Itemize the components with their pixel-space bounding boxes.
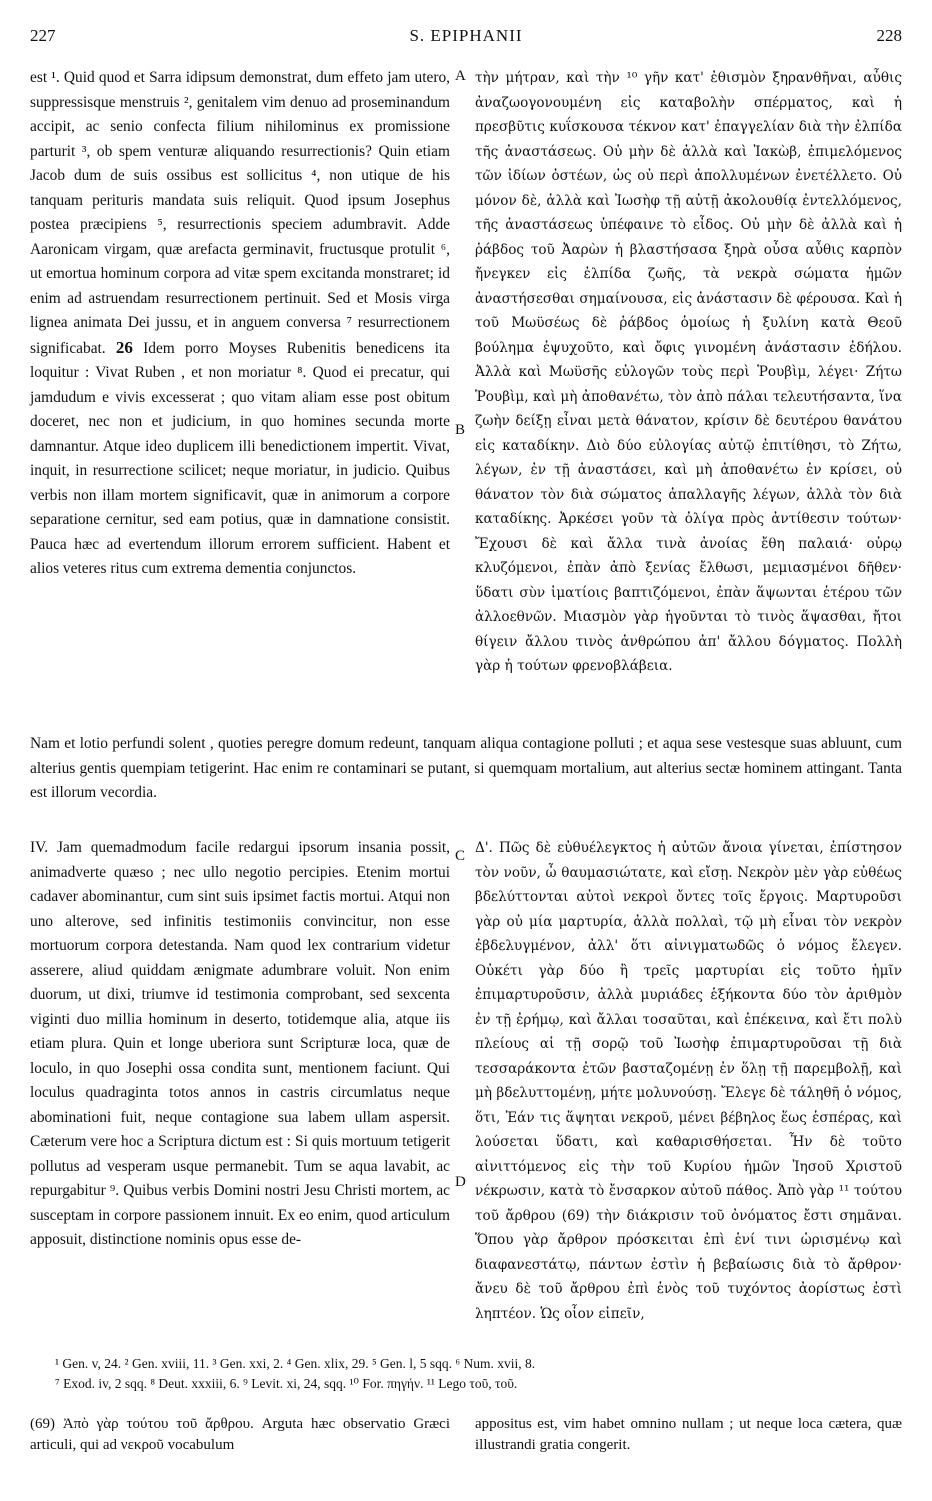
greek-column-bottom [475, 836, 902, 1360]
section-mark-d: D [455, 1174, 466, 1190]
latin-full-width-paragraph: Nam et lotio perfundi solent , quoties peregre domum redeunt, tanquam aliqua contagione polluti ; et aqua sese vestesque suas abluunt, cum alterius gentis quempiam tetigerint. Hac enim re contaminari se putant, si quemquam mortalium, aut alterius sectæ hominem attingant. Tanta est illorum vecordia. [30, 735, 902, 801]
latin-text-part1: est ¹. Quid quod et Sarra idipsum demonstrat, dum effeto jam utero, suppressisque menstruis ², genitalem vim denuo ad proseminandum accipit, ac senio confecta filium nihilominus ex promissione parturit ³, ob spem venturæ aliquando resurrectionis? Quin etiam Jacob dum de suis ossibus est sollicitus ⁴, non utique de his tanquam perituris mandata suis reliquit. Quod ipsum Josephus postea præcipiens ⁵, resurrectionis speciem adumbravit. Adde Aaronicam virgam, quæ arefacta germinavit, fructusque protulit ⁶, ut emortua hominum corpora ad vitæ spem excitanda monstraret; id enim ad astruendam resurrectionem pertinuit. Sed et Mosis virga lignea animata Dei jussu, et in anguem conversa ⁷ resurrectionem significabat. [30, 69, 450, 357]
latin-text-part2: Idem porro Moyses Rubenitis benedicens ita loquitur : Vivat Ruben , et non moriatur ⁸. Quod ei precatur, qui jamdudum e vivis excesserat ; quo vitam aliam esse post obitum doceret, nec non et judicium, in quo homines secunda morte damnantur. Atque ideo duplicem illi benedictionem impertit. Vivat, inquit, in resurrectione scilicet; neque moriatur, in judicio. Quibus verbis non illam mortem significavit, quæ in animorum a corpore separatione cernitur, sed eam potius, quæ in damnatione consistit. Pauca hæc ad evertendum illorum errorem sufficient. Habent et alios veteres ritus cum extrema dementia conjunctos. [30, 339, 450, 577]
note-69-right [475, 1414, 902, 1456]
latin-paragraph-top [30, 66, 450, 582]
footnotes [30, 1354, 902, 1394]
greek-column-top [475, 66, 902, 726]
right-page-number: 228 [876, 26, 902, 45]
section-mark-a: A [455, 68, 466, 84]
greek-paragraph-top: τὴν μήτραν, καὶ τὴν ¹⁰ γῆν κατ' ἐθισμὸν ξηρανθῆναι, αὖθις ἀναζωογονουμένη εἰς καταβολὴν σπέρματος, καὶ ἡ πρεσβῦτις κυΐσκουσα τέκνον κατ' ἐπαγγελίαν διὰ τὴν ἐλπίδα τῆς ἀναστάσεως. Οὐ μὴν δὲ ἀλλὰ καὶ Ἰακὼβ, ἐπιμελόμενος τῶν ἰδίων ὀστέων, ὡς οὐ περὶ ἀπολλυμένων ἐνετέλλετο. Οὐ μόνον δὲ, ἀλλὰ καὶ Ἰωσὴφ τῇ αὐτῇ ἀκολουθίᾳ ἐντελλόμενος, τῆς ἀναστάσεως ὑπέφαινε τὸ εἶδος. Οὐ μὴν δὲ ἀλλὰ καὶ ἡ ῥάβδος τοῦ Ἀαρὼν ἡ βλαστήσασα ξηρὰ οὖσα αὖθις καρπὸν ἤνεγκεν εἰς ἐλπίδα ζωῆς, τὰ νεκρὰ σώματα ἡμῶν ἀναστήσεσθαι σημαίνουσα, εἰς ἀνάστασιν δὲ φέρουσα. Καὶ ἡ τοῦ Μωϋσέως δὲ ῥάβδος ὁμοίως ἡ ξυλίνη κατὰ Θεοῦ βούλημα ἐψυχοῦτο, καὶ ὄφις γινομένη ἀνάστασιν ἐδήλου. Ἀλλὰ καὶ Μωϋσῆς εὐλογῶν τοὺς περὶ Ῥουβὶμ, λέγει· Ζήτω Ῥουβὶμ, καὶ μὴ ἀποθανέτω, τὸν ἀπὸ πάλαι τελευτήσαντα, ἵνα ζωὴν δείξῃ εἶναι μετὰ θάνατον, κρίσιν δὲ δευτέρου θανάτου εἰς καταδίκην. Διὸ δύο εὐλογίας αὐτῷ ἐπιτίθησι, τὸ Ζήτω, λέγων, ἐν τῇ ἀναστάσει, καὶ μὴ ἀποθανέτω ἐν κρίσει, οὐ θάνατον τὸν διὰ σώματος ἀπαλλαγῆς λέγων, ἀλλὰ τὸν διὰ καταδίκης. Ἀρκέσει γοῦν τὰ ὀλίγα πρὸς ἀντίθεσιν τούτων· Ἔχουσι δὲ καὶ ἄλλα τινὰ ἀνοίας ἔθη παλαιά· οὐρῳ κλυζόμενοι, ἐπὰν ἀπὸ ξενίας ἔλθωσι, μεμιασμένοι δῆθεν· ὕδατι σὺν ἱματίοις βαπτιζόμενοι, ἐπὰν ἅψωνται ἑτέρου τῶν ἀλλοεθνῶν. Μιασμὸν γὰρ ἡγοῦνται τὸ τινὸς ἅψασθαι, ἤτοι θίγειν ἄλλου τινὸς ἀνθρώπου ἀπ' ἄλλου δόγματος. Πολλὴ γὰρ ἡ τούτων φρενοβλάβεια. [475, 70, 902, 674]
footnote-line-1: ¹ Gen. v, 24. ² Gen. xviii, 11. ³ Gen. xxi, 2. ⁴ Gen. xlix, 29. ⁵ Gen. l, 5 sqq. ⁶ Num. xvii, 8. [55, 1356, 536, 1371]
latin-paragraph-bottom: IV. Jam quemadmodum facile redargui ipsorum insania possit, animadverte quæso ; nec ullo negotio percipies. Etenim mortui cadaver abominantur, cum sint suis ipsimet factis mortui. Atqui non uno alterove, sed infinitis testimoniis convincitur, non esse mortuorum corpora detestanda. Nam quod lex contrarium videtur asserere, aliud quiddam ænigmate adumbrare voluit. Non enim duorum, ut dixi, triumve id testimonia comprobant, sed sexcenta viginti duo millia hominum in deserto, totidemque alia, atque iis etiam plura. Quin et longe uberiora sunt Scripturæ loca, quæ de loculo, in quo Josephi ossa condita sunt, mentionem faciunt. Qui loculus quadraginta totos annos in castris circumlatus neque abominationi fuit, neque contagione sua labem ullam aspersit. Cæterum vere hoc a Scriptura dictum est : Si quis mortuum tetigerit pollutus ad vesperam usque permanebit. Tum se aqua lavabit, ac repurgabitur ⁹. Quibus verbis Domini nostri Jesu Christi mortem, ac susceptam in corpore passionem innuit. Ex eo enim, quod articulum apposuit, distinctione nominis opus esse de- [30, 839, 450, 1248]
running-title: S. EPIPHANII [409, 26, 523, 45]
section-mark-c: C [455, 848, 466, 864]
section-mark-b: B [455, 422, 466, 438]
page [30, 20, 902, 1490]
note-69-right-text: appositus est, vim habet omnino nullam ; ut neque loca cætera, quæ illustrandi gratia congerit. [475, 1416, 902, 1453]
latin-column-bottom [30, 836, 450, 1360]
footnote-line-2: ⁷ Exod. iv, 2 sqq. ⁸ Deut. xxxiii, 6. ⁹ Levit. xi, 24, sqq. ¹⁰ For. πηγήν. ¹¹ Lego τοῦ, τοῦ. [55, 1376, 518, 1391]
section-number-26: 26 [115, 337, 133, 357]
left-page-number: 227 [30, 26, 56, 45]
note-69-left [30, 1414, 450, 1456]
latin-column-top [30, 66, 450, 726]
note-69-left-text: (69) Ἀπὸ γὰρ τούτου τοῦ ἄρθρου. Arguta hæc observatio Græci articuli, qui ad νεκροῦ vocabulum [30, 1416, 450, 1453]
greek-paragraph-bottom: Δ'. Πῶς δὲ εὐθυέλεγκτος ἡ αὐτῶν ἄνοια γίνεται, ἐπίστησον τὸν νοῦν, ὦ θαυμασιώτατε, καὶ εἴσῃ. Νεκρὸν μὲν γὰρ εὐθέως βδελύττονται αὐτοὶ νεκροὶ ὄντες τοῖς ἔργοις. Μαρτυροῦσι γὰρ οὐ μία μαρτυρία, ἀλλὰ πολλαὶ, τῷ μὴ εἶναι τὸν νεκρὸν ἐβδελυγμένον, ἀλλ' ὅτι αἰνιγματωδῶς ὁ νόμος ἔλεγεν. Οὐκέτι γὰρ δύο ἢ τρεῖς μαρτυρίαι εἰς τοῦτο ἡμῖν ἐπιμαρτυροῦσιν, ἀλλὰ μυριάδες ἑξήκοντα δύο τὸν ἀριθμὸν ἐν τῇ ἐρήμῳ, καὶ ἄλλαι τοσαῦται, καὶ ἐπέκεινα, καὶ ἔτι πολὺ πλείους αἱ τῇ σορῷ τοῦ Ἰωσὴφ ἐπιμαρτυροῦσαι τῇ διὰ τεσσαράκοντα ἐτῶν βασταζομένῃ ἐν ὅλῃ τῇ παρεμβολῇ, καὶ μὴ βδελυττομένῃ, μήτε μολυνούσῃ. Ἔλεγε δὲ τάληθῆ ὁ νόμος, ὅτι, Ἐάν τις ἅψηται νεκροῦ, μένει βέβηλος ἕως ἑσπέρας, καὶ λούσεται ὕδατι, καὶ καθαρισθήσεται. Ἦν δὲ τοῦτο αἰνιττόμενος εἰς τὴν τοῦ Κυρίου ἡμῶν Ἰησοῦ Χριστοῦ νέκρωσιν, κατὰ τὸ ἔνσαρκον αὐτοῦ πάθος. Ἀπὸ γὰρ ¹¹ τούτου τοῦ ἄρθρου (69) τὴν διάκρισιν τοῦ ὀνόματος ἔστι σημᾶναι. Ὅπου γὰρ ἄρθρον πρόσκειται ἐπὶ ἑνί τινι ὡρισμένῳ καὶ διαφανεστάτῳ, πάντων ἐστὶν ἡ βεβαίωσις διὰ τὸ ἄρθρον· ἄνευ δὲ τοῦ ἄρθρου ἐπὶ ἑνὸς τοῦ τυχόντος ἀορίστως ἐστὶ ληπτέον. Ὡς οἷον εἰπεῖν, [475, 840, 902, 1322]
running-header [30, 26, 902, 54]
